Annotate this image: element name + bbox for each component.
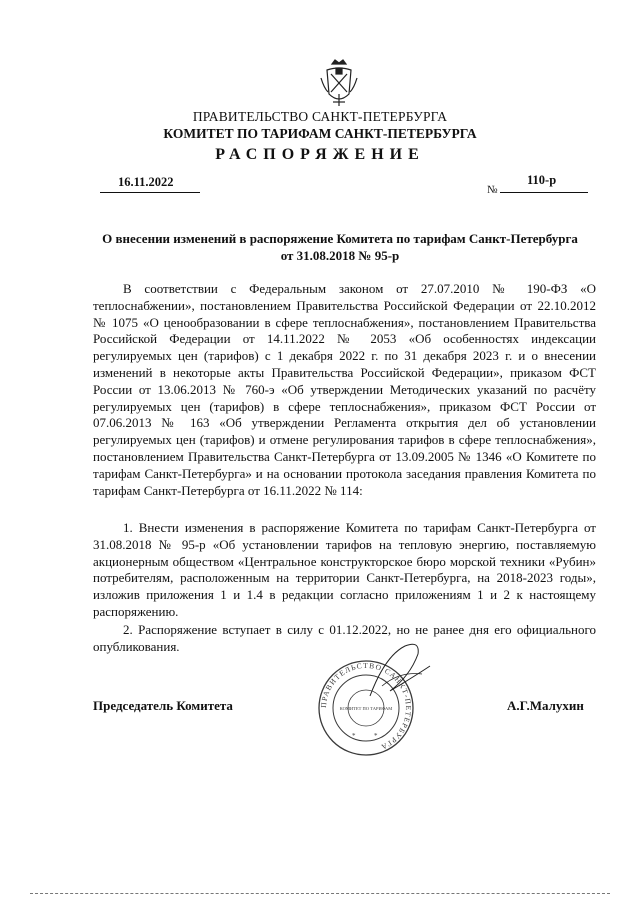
svg-text:*: * bbox=[352, 732, 356, 740]
committee-name: КОМИТЕТ ПО ТАРИФАМ САНКТ-ПЕТЕРБУРГА bbox=[163, 126, 477, 141]
handwritten-signature bbox=[360, 636, 440, 706]
number-underline bbox=[500, 192, 588, 193]
stamp-inner-text: КОМИТЕТ ПО ТАРИФАМ bbox=[339, 706, 393, 711]
footer-divider bbox=[30, 893, 610, 894]
document-type: РАСПОРЯЖЕНИЕ bbox=[215, 146, 425, 163]
document-date: 16.11.2022 bbox=[118, 175, 174, 189]
preamble-paragraph: В соответствии с Федеральным законом от 27.07.2010 № 190-ФЗ «О теплоснабжении», постановлением Правительства Российской Федерации от 22.10.2012 № 1075 «О ценообразовании в сфере теплоснабжения», постановлением Правительства Российской Федерации от 14.11.2022 № 2053 «Об особенностях индексации регулируемых цен (тарифов) с 1 декабря 2022 г. по 31 декабря 2023 г. и о внесении изменений в некоторые акты Правительства Российской Федерации», приказом ФСТ России от 13.06.2013 № 760-э «Об утверждении Методических указаний по расчёту регулируемых цен (тарифов) в сфере теплоснабжения», приказом ФСТ России от 07.06.2013 № 163 «Об утверждении Регламента открытия дел об установлении регулируемых цен (тарифов) и отмене регулирования тарифов в сфере теплоснабжения», постановлением Правительства Санкт-Петербурга от 13.09.2005 № 1346 «О Комитете по тарифам Санкт-Петербурга» и на основании протокола заседания правления Комитета по тарифам Санкт-Петербурга от 16.11.2022 № 114: bbox=[93, 281, 596, 498]
government-name: ПРАВИТЕЛЬСТВО САНКТ-ПЕТЕРБУРГА bbox=[192, 109, 448, 124]
coat-of-arms-icon bbox=[318, 58, 360, 108]
date-underline bbox=[100, 192, 200, 193]
signatory-position: Председатель Комитета bbox=[93, 698, 233, 713]
document-number: 110-р bbox=[527, 173, 557, 187]
order-item-2: 2. Распоряжение вступает в силу с 01.12.2022, но не ранее дня его официального опубликования. bbox=[93, 622, 596, 654]
stamp-outer-text: ПРАВИТЕЛЬСТВО САНКТ-ПЕТЕРБУРГА bbox=[318, 660, 414, 753]
document-title: О внесении изменений в распоряжение Комитета по тарифам Санкт-Петербурга от 31.08.2018 № 95-р bbox=[102, 231, 578, 263]
order-item-1: 1. Внести изменения в распоряжение Комитета по тарифам Санкт-Петербурга от 31.08.2018 № 95-р «Об установлении тарифов на тепловую энергию, поставляемую акционерным обществом «Центральное конструкторское бюро морской техники «Рубин» потребителям, расположенным на территории Санкт-Петербурга, на 2018-2023 годы», изложив приложения 1 и 1.4 в редакции согласно приложениям 1 и 2 к настоящему распоряжению. bbox=[93, 520, 596, 619]
signatory-name: А.Г.Малухин bbox=[507, 698, 584, 713]
number-sign: № bbox=[487, 184, 498, 196]
svg-text:*: * bbox=[374, 732, 378, 740]
